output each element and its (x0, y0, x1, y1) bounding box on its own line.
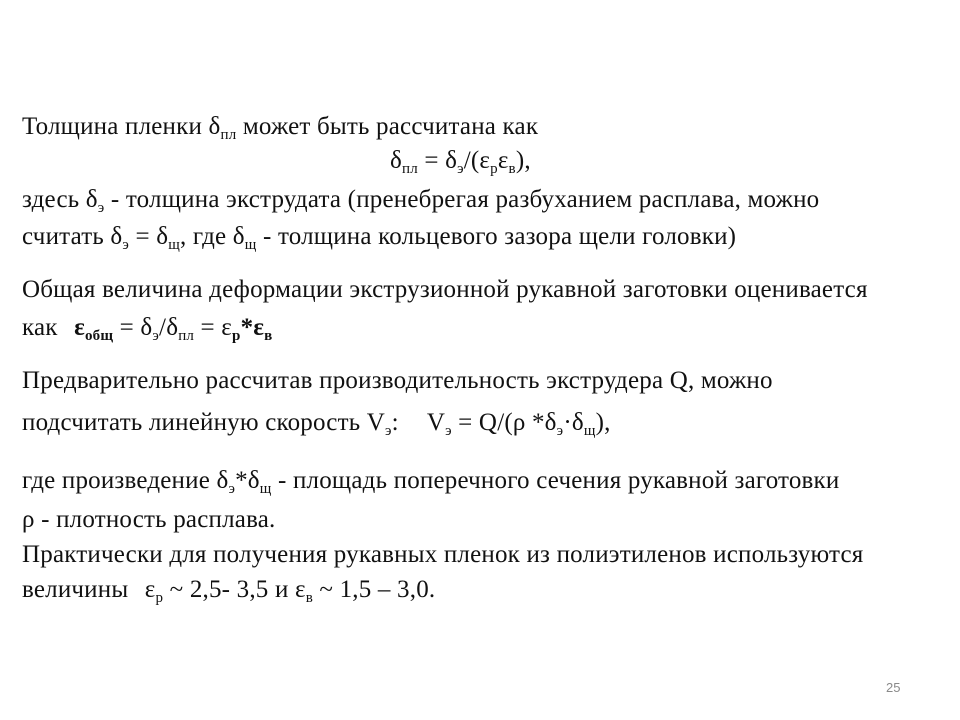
text-segment: = δ (417, 147, 458, 174)
text-line-cross-section (22, 466, 840, 496)
text-line-practical (22, 540, 863, 570)
subscript: э (385, 423, 392, 439)
text-segment: ~ 2,5- 3,5 и ε (163, 576, 306, 603)
subscript: щ (168, 237, 180, 253)
text-segment: δ (390, 147, 402, 174)
text-segment: ·δ (563, 409, 584, 436)
text-segment: ~ 1,5 – 3,0. (312, 576, 436, 603)
text-segment: ε (144, 576, 156, 603)
text-segment: = Q/(ρ *δ (451, 409, 557, 436)
page-number: 25 (886, 680, 901, 695)
subscript: щ (259, 481, 272, 497)
text-segment: /(ε (463, 147, 491, 174)
formula-linear-speed (22, 408, 611, 438)
subscript: щ (583, 423, 596, 439)
text-segment: Практически для получения рукавных пленок из полиэтиленов используются (22, 541, 864, 568)
text-segment: ρ - плотность расплава. (22, 506, 276, 533)
subscript: э (228, 481, 236, 497)
text-segment: *δ (235, 467, 260, 494)
text-line-productivity (22, 366, 773, 396)
text-segment: /δ (159, 314, 179, 341)
subscript: в (305, 590, 313, 606)
text-segment: - толщина экструдата (пренебрегая разбуханием расплава, можно (104, 186, 820, 213)
formula-film-thickness (390, 146, 531, 176)
subscript: э (445, 423, 452, 439)
subscript: общ (84, 328, 114, 344)
text-segment: Предварительно рассчитав производительность экструдера Q, можно (22, 367, 773, 394)
subscript: р (490, 161, 498, 177)
text-segment: ), (595, 409, 611, 436)
subscript: в (508, 161, 516, 177)
subscript: э (457, 161, 464, 177)
subscript: э (122, 237, 130, 253)
formula-practical-values (22, 575, 435, 605)
text-segment: может быть рассчитана как (236, 113, 539, 140)
text-segment: - площадь поперечного сечения рукавной заготовки (271, 467, 840, 494)
subscript: в (264, 328, 273, 344)
text-segment: считать δ (22, 223, 123, 250)
text-segment: = δ (129, 223, 169, 250)
text-segment: Толщина пленки δ (22, 113, 221, 140)
text-segment: где произведение δ (22, 467, 229, 494)
subscript: р (232, 328, 241, 344)
text-line-density (22, 505, 276, 535)
text-segment: : (391, 409, 399, 436)
text-line-gap (22, 222, 736, 252)
text-segment: Общая величина деформации экструзионной рукавной заготовки оценивается (22, 276, 868, 303)
subscript: э (556, 423, 564, 439)
text-segment: V (426, 409, 446, 436)
subscript: пл (220, 127, 237, 143)
text-segment: как (22, 314, 65, 341)
text-segment: = ε (194, 314, 233, 341)
text-segment: = δ (113, 314, 153, 341)
subscript: э (152, 328, 160, 344)
text-segment: подсчитать линейную скорость V (22, 409, 386, 436)
text-segment: величины (22, 576, 135, 603)
subscript: р (155, 590, 164, 606)
text-line-extrudate (22, 185, 819, 215)
text-line-deformation (22, 275, 868, 305)
subscript: э (97, 200, 105, 216)
text-segment: здесь δ (22, 186, 98, 213)
text-segment: *ε (240, 314, 265, 341)
text-segment: - толщина кольцевого зазора щели головки) (256, 223, 737, 250)
text-segment: ), (515, 147, 531, 174)
text-segment: ε (74, 314, 85, 341)
text-line-film-thickness (22, 112, 538, 142)
subscript: щ (244, 237, 257, 253)
subscript: пл (178, 328, 195, 344)
text-segment: , где δ (179, 223, 245, 250)
formula-deformation (22, 313, 272, 343)
text-segment: ε (497, 147, 509, 174)
subscript: пл (401, 161, 418, 177)
